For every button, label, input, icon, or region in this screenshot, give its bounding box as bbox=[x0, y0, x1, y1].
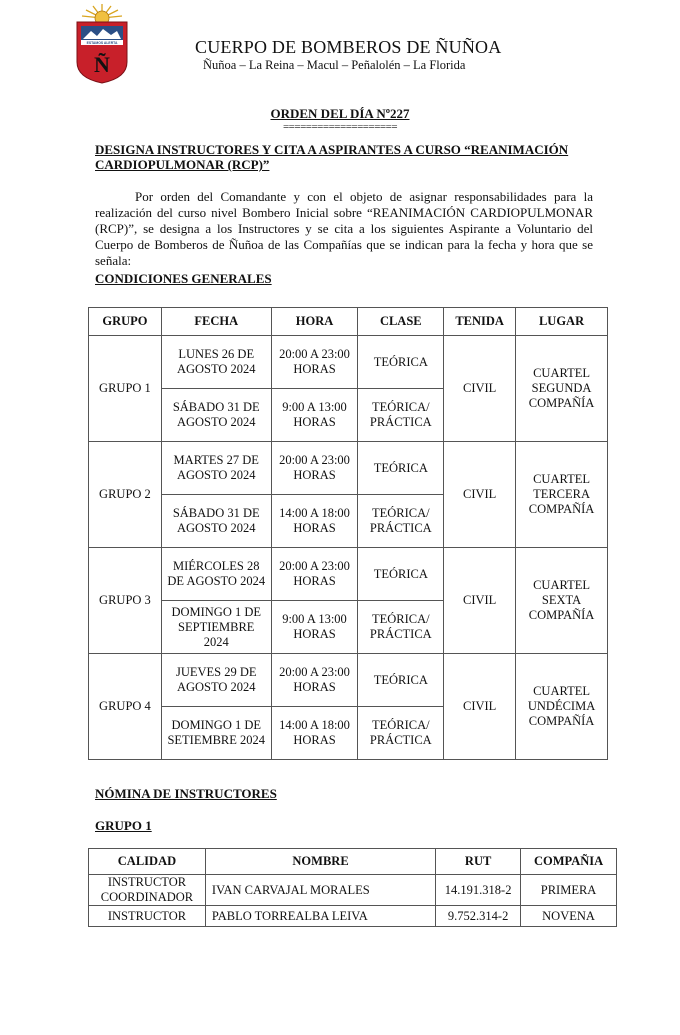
session-time: 14:00 A 18:00 HORAS bbox=[271, 707, 358, 760]
instructor-role: INSTRUCTOR bbox=[89, 906, 206, 927]
group-dress: CIVIL bbox=[444, 336, 516, 442]
instructor-role: INSTRUCTOR COORDINADOR bbox=[89, 875, 206, 906]
group-location: CUARTEL SEXTA COMPAÑÍA bbox=[516, 548, 608, 654]
session-date: SÁBADO 31 DE AGOSTO 2024 bbox=[161, 389, 271, 442]
header-tenida: TENIDA bbox=[444, 308, 516, 336]
session-time: 20:00 A 23:00 HORAS bbox=[271, 548, 358, 601]
group-name: GRUPO 1 bbox=[89, 336, 162, 442]
session-class: TEÓRICA/ PRÁCTICA bbox=[358, 389, 444, 442]
group-name: GRUPO 3 bbox=[89, 548, 162, 654]
instructors-table bbox=[88, 848, 617, 927]
logo-motto-text: ESTAMOS ALERTA bbox=[86, 41, 118, 45]
header-rut: RUT bbox=[436, 849, 521, 875]
session-class: TEÓRICA/ PRÁCTICA bbox=[358, 601, 444, 654]
section-title-group-1: GRUPO 1 bbox=[95, 818, 152, 833]
group-location: CUARTEL SEGUNDA COMPAÑÍA bbox=[516, 336, 608, 442]
instructor-rut: 14.191.318-2 bbox=[436, 875, 521, 906]
table-row bbox=[89, 906, 617, 927]
table-row bbox=[89, 875, 617, 906]
table-row bbox=[89, 336, 608, 389]
header-calidad: CALIDAD bbox=[89, 849, 206, 875]
header-lugar: LUGAR bbox=[516, 308, 608, 336]
table-row bbox=[89, 548, 608, 601]
order-title-text: ORDEN DEL DÍA Nº227 bbox=[270, 106, 410, 121]
instructor-name: PABLO TORREALBA LEIVA bbox=[205, 906, 435, 927]
session-time: 20:00 A 23:00 HORAS bbox=[271, 442, 358, 495]
group-location: CUARTEL UNDÉCIMA COMPAÑÍA bbox=[516, 654, 608, 760]
session-time: 20:00 A 23:00 HORAS bbox=[271, 336, 358, 389]
header-nombre: NOMBRE bbox=[205, 849, 435, 875]
instructor-rut: 9.752.314-2 bbox=[436, 906, 521, 927]
group-name: GRUPO 4 bbox=[89, 654, 162, 760]
session-date: DOMINGO 1 DE SETIEMBRE 2024 bbox=[161, 707, 271, 760]
instructor-company: NOVENA bbox=[521, 906, 617, 927]
session-class: TEÓRICA/ PRÁCTICA bbox=[358, 495, 444, 548]
header-fecha: FECHA bbox=[161, 308, 271, 336]
session-time: 20:00 A 23:00 HORAS bbox=[271, 654, 358, 707]
session-date: MARTES 27 DE AGOSTO 2024 bbox=[161, 442, 271, 495]
intro-paragraph: Por orden del Comandante y con el objeto de asignar responsabilidades para la realización del curso nivel Bombero Inicial sobre “REANIMACIÓN CARDIOPULMONAR (RCP)”, se designa a los Instructores y se cita a los siguientes Aspirante a Voluntario del Cuerpo de Bomberos de Ñuñoa de las Compañías que se indican para la fecha y hora que se señala: bbox=[95, 189, 593, 268]
session-class: TEÓRICA bbox=[358, 548, 444, 601]
instructor-company: PRIMERA bbox=[521, 875, 617, 906]
table-row bbox=[89, 654, 608, 707]
document-headline: DESIGNA INSTRUCTORES Y CITA A ASPIRANTES A CURSO “REANIMACIÓN CARDIOPULMONAR (RCP)” bbox=[95, 142, 569, 172]
session-date: DOMINGO 1 DE SEPTIEMBRE 2024 bbox=[161, 601, 271, 654]
group-location: CUARTEL TERCERA COMPAÑÍA bbox=[516, 442, 608, 548]
session-time: 9:00 A 13:00 HORAS bbox=[271, 601, 358, 654]
header-compania: COMPAÑIA bbox=[521, 849, 617, 875]
instructor-name: IVAN CARVAJAL MORALES bbox=[205, 875, 435, 906]
session-class: TEÓRICA/ PRÁCTICA bbox=[358, 707, 444, 760]
session-time: 14:00 A 18:00 HORAS bbox=[271, 495, 358, 548]
session-date: JUEVES 29 DE AGOSTO 2024 bbox=[161, 654, 271, 707]
session-class: TEÓRICA bbox=[358, 336, 444, 389]
session-date: LUNES 26 DE AGOSTO 2024 bbox=[161, 336, 271, 389]
schedule-table bbox=[88, 307, 608, 760]
session-time: 9:00 A 13:00 HORAS bbox=[271, 389, 358, 442]
fire-department-crest-logo bbox=[73, 2, 131, 84]
header-grupo: GRUPO bbox=[89, 308, 162, 336]
session-date: SÁBADO 31 DE AGOSTO 2024 bbox=[161, 495, 271, 548]
logo-letter: Ñ bbox=[94, 52, 110, 77]
header-hora: HORA bbox=[271, 308, 358, 336]
schedule-header-row bbox=[89, 308, 608, 336]
table-row bbox=[89, 442, 608, 495]
header-clase: CLASE bbox=[358, 308, 444, 336]
session-date: MIÉRCOLES 28 DE AGOSTO 2024 bbox=[161, 548, 271, 601]
order-title-rule: ==================== bbox=[282, 121, 398, 133]
group-name: GRUPO 2 bbox=[89, 442, 162, 548]
org-name: CUERPO DE BOMBEROS DE ÑUÑOA bbox=[195, 37, 502, 57]
session-class: TEÓRICA bbox=[358, 442, 444, 495]
group-dress: CIVIL bbox=[444, 654, 516, 760]
group-dress: CIVIL bbox=[444, 548, 516, 654]
org-communes: Ñuñoa – La Reina – Macul – Peñalolén – La Florida bbox=[203, 58, 466, 72]
section-title-instructors: NÓMINA DE INSTRUCTORES bbox=[95, 786, 277, 801]
session-class: TEÓRICA bbox=[358, 654, 444, 707]
section-title-conditions: CONDICIONES GENERALES bbox=[95, 271, 272, 286]
order-title bbox=[0, 106, 680, 122]
group-dress: CIVIL bbox=[444, 442, 516, 548]
instructors-header-row bbox=[89, 849, 617, 875]
